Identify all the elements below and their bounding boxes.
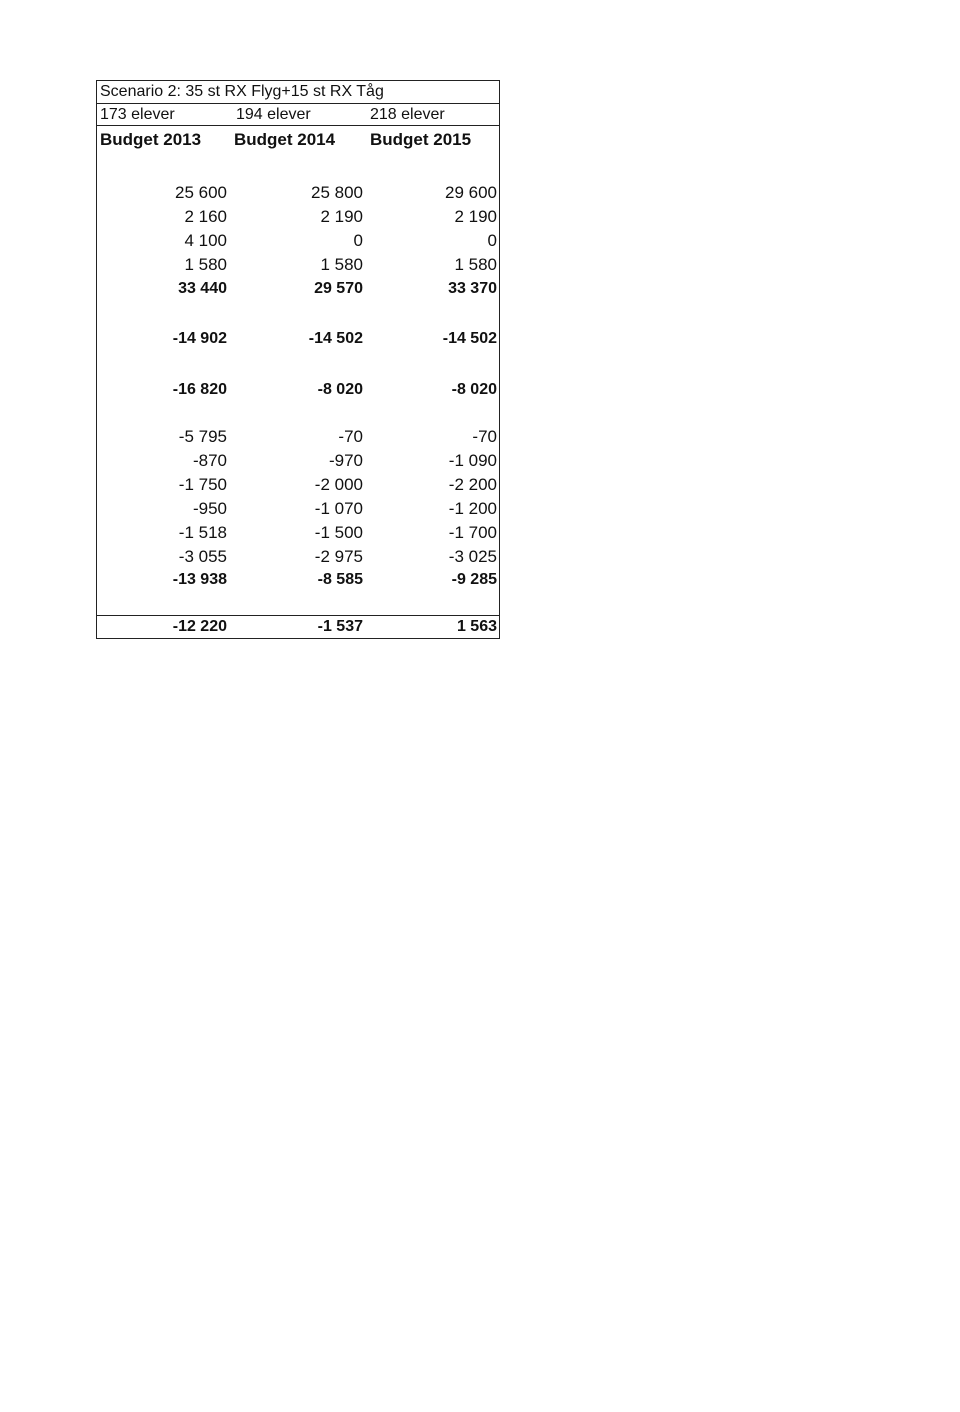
cell-2014: 2 190 xyxy=(320,207,363,226)
table-row xyxy=(97,523,499,546)
cell-2015: -70 xyxy=(472,427,497,446)
cell-2015: -14 502 xyxy=(442,330,497,347)
table-row xyxy=(97,183,499,206)
cell-2015: -1 700 xyxy=(448,523,497,542)
table-row xyxy=(97,427,499,450)
cell-2014: -1 070 xyxy=(314,499,363,518)
table-row xyxy=(97,547,499,570)
cell-2013: 25 600 xyxy=(175,183,227,202)
cell-2015: -1 090 xyxy=(448,451,497,470)
table-row xyxy=(97,499,499,522)
student-count-row xyxy=(97,104,499,126)
cell-2015: -9 285 xyxy=(451,571,497,588)
cell-2014: -8 020 xyxy=(317,381,363,398)
cell-2014: 0 xyxy=(353,231,363,250)
cell-2015: 2 190 xyxy=(454,207,497,226)
total-row xyxy=(97,618,499,641)
cell-2013: 1 580 xyxy=(184,255,227,274)
total-2013: -12 220 xyxy=(172,618,227,635)
cell-2013: -5 795 xyxy=(178,427,227,446)
table-row xyxy=(97,255,499,278)
student-count-2013: 173 elever xyxy=(100,106,175,123)
scenario-title: Scenario 2: 35 st RX Flyg+15 st RX Tåg xyxy=(100,83,384,100)
subtotal-row xyxy=(97,381,499,404)
budget-header-2013: Budget 2013 xyxy=(100,130,202,149)
cell-2014: -8 585 xyxy=(317,571,363,588)
budget-table xyxy=(96,80,500,639)
cell-2014: 1 580 xyxy=(320,255,363,274)
budget-header-row xyxy=(97,126,499,152)
total-2014: -1 537 xyxy=(317,618,363,635)
total-divider xyxy=(97,615,499,616)
table-row xyxy=(97,231,499,254)
budget-header-2014: Budget 2014 xyxy=(234,130,336,149)
cell-2015: -8 020 xyxy=(451,381,497,398)
cell-2013: -870 xyxy=(192,451,227,470)
cell-2015: 0 xyxy=(487,231,497,250)
cell-2013: -13 938 xyxy=(172,571,227,588)
cell-2013: -1 518 xyxy=(178,523,227,542)
cell-2013: 33 440 xyxy=(178,280,227,297)
subtotal-row xyxy=(97,571,499,594)
cell-2015: -1 200 xyxy=(448,499,497,518)
cell-2014: -2 975 xyxy=(314,547,363,566)
table-row xyxy=(97,475,499,498)
cell-2015: 1 580 xyxy=(454,255,497,274)
cell-2014: -14 502 xyxy=(308,330,363,347)
budget-header-2015: Budget 2015 xyxy=(370,130,472,149)
student-count-2014: 194 elever xyxy=(236,106,311,123)
cell-2013: -14 902 xyxy=(172,330,227,347)
cell-2015: -2 200 xyxy=(448,475,497,494)
cell-2013: -1 750 xyxy=(178,475,227,494)
cell-2014: -1 500 xyxy=(314,523,363,542)
total-2015: 1 563 xyxy=(456,618,497,635)
cell-2015: 29 600 xyxy=(445,183,497,202)
table-row xyxy=(97,207,499,230)
cell-2014: 25 800 xyxy=(311,183,363,202)
table-row xyxy=(97,451,499,474)
cell-2013: -16 820 xyxy=(172,381,227,398)
subtotal-row xyxy=(97,330,499,353)
cell-2015: 33 370 xyxy=(448,280,497,297)
cell-2015: -3 025 xyxy=(448,547,497,566)
subtotal-row xyxy=(97,280,499,303)
cell-2014: -970 xyxy=(328,451,363,470)
cell-2013: 4 100 xyxy=(184,231,227,250)
cell-2014: 29 570 xyxy=(314,280,363,297)
cell-2013: 2 160 xyxy=(184,207,227,226)
cell-2013: -3 055 xyxy=(178,547,227,566)
scenario-title-row xyxy=(97,81,499,104)
cell-2014: -70 xyxy=(338,427,363,446)
student-count-2015: 218 elever xyxy=(370,106,445,123)
cell-2014: -2 000 xyxy=(314,475,363,494)
cell-2013: -950 xyxy=(192,499,227,518)
